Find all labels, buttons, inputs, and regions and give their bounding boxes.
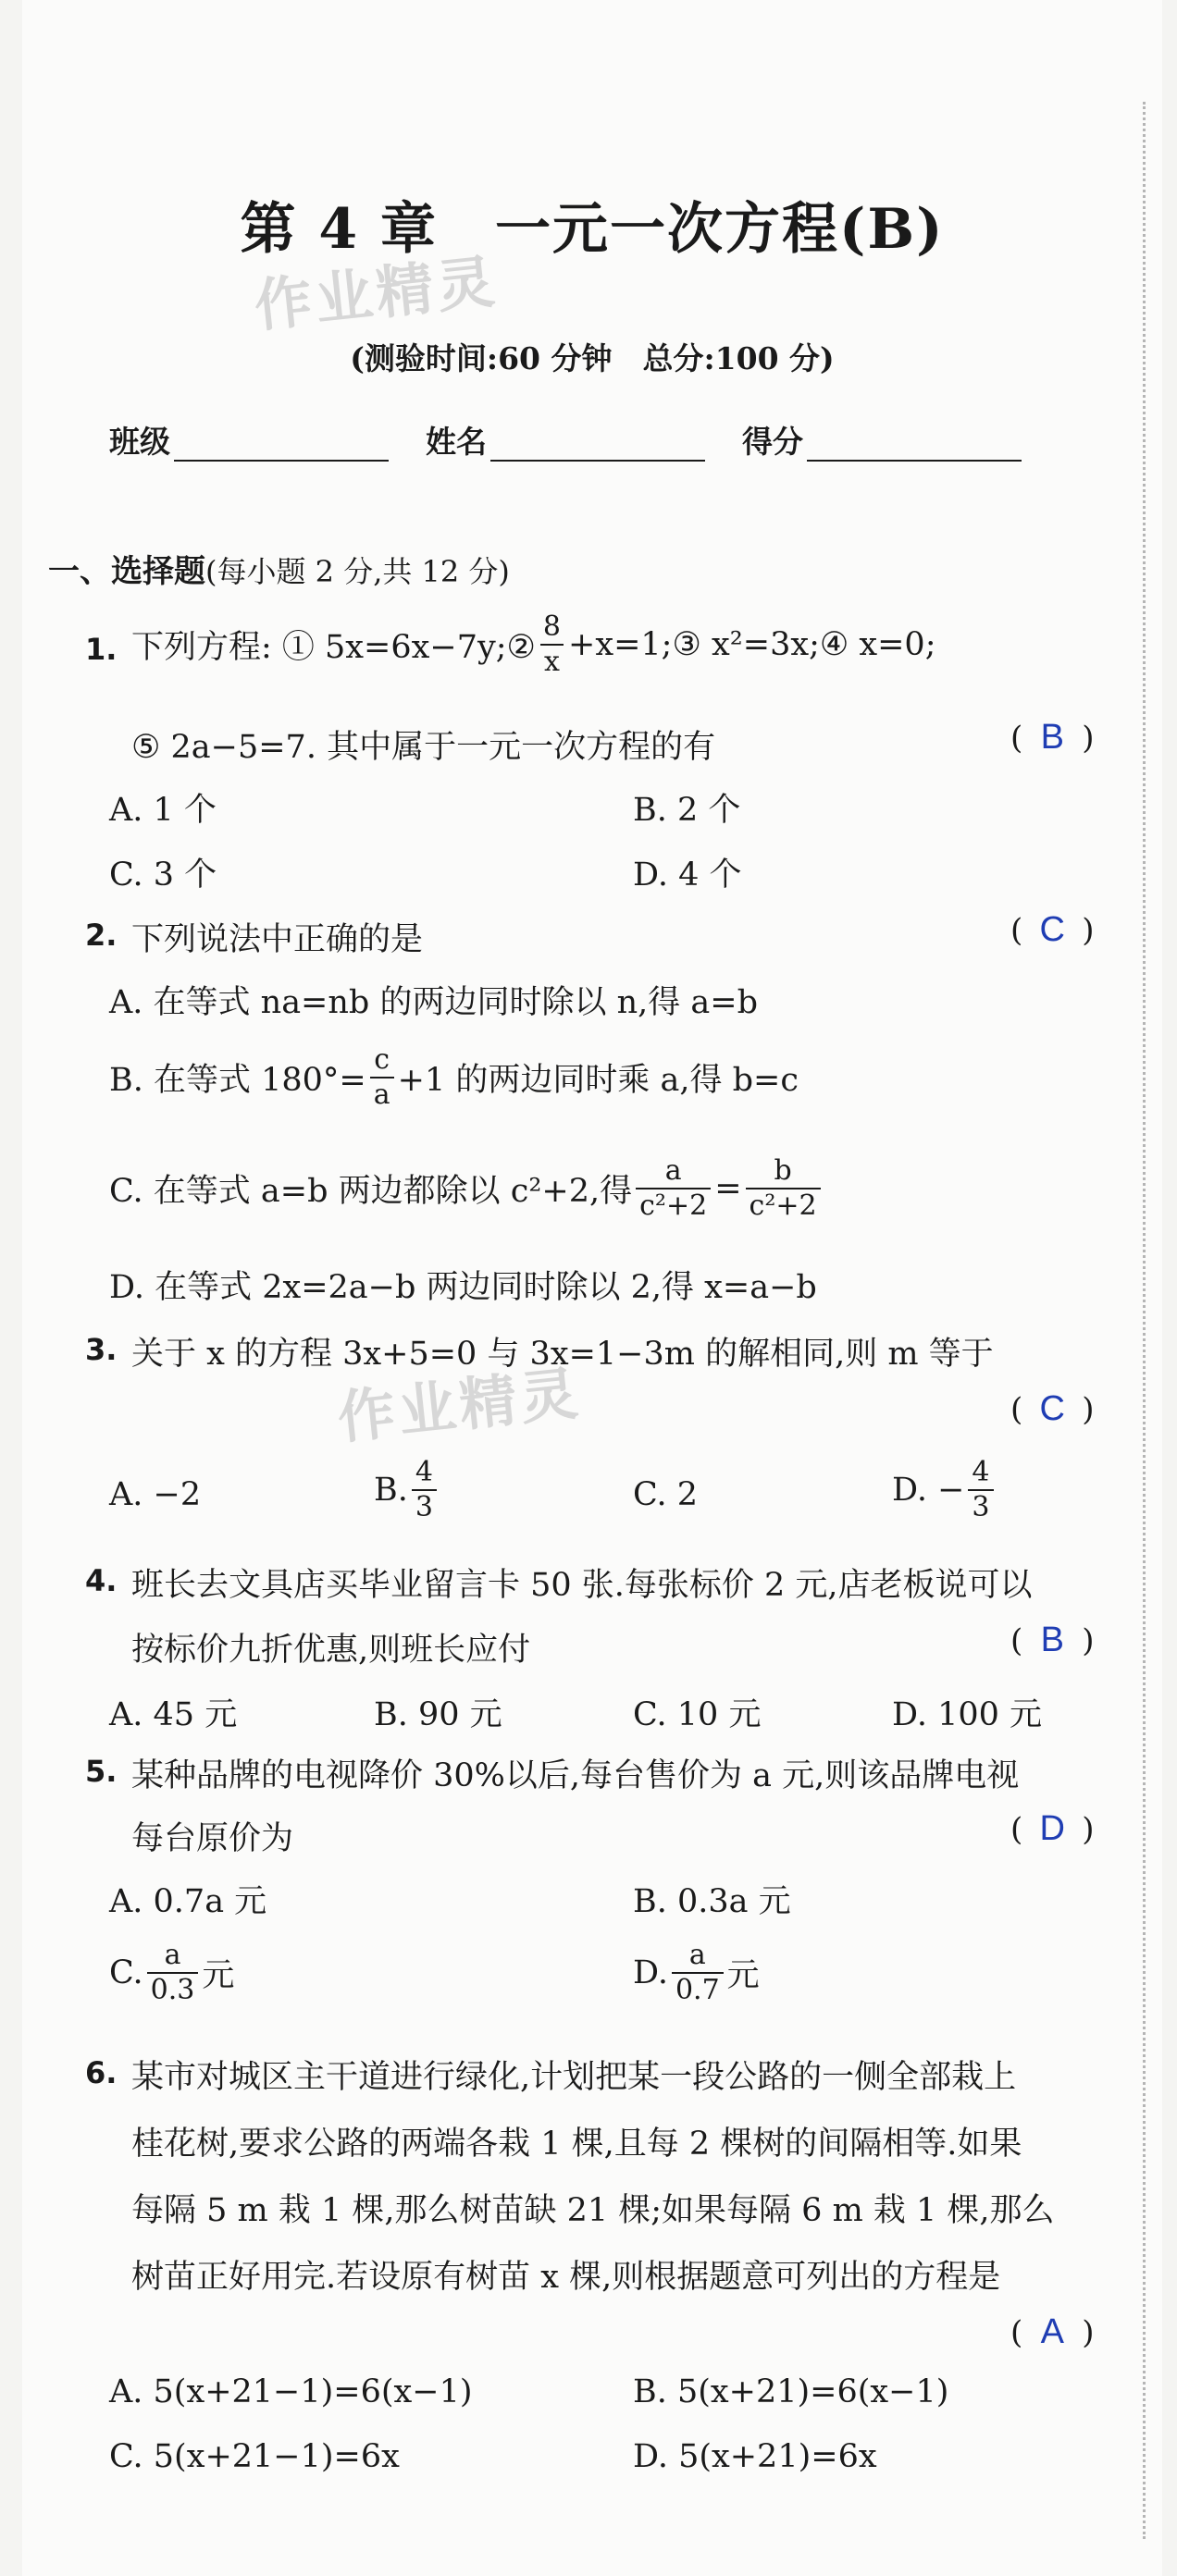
question-number: 1.: [85, 632, 118, 667]
question-stem-line: 桂花树,要求公路的两端各栽 1 棵,且每 2 棵树的间隔相等.如果: [131, 2126, 1022, 2163]
watermark-logo: 作业精灵: [251, 247, 502, 340]
worksheet-page: [22, 0, 1162, 2576]
question-number: 5.: [85, 1754, 118, 1789]
option-a[interactable]: A. 5(x+21−1)=6(x−1): [109, 2373, 473, 2410]
answer-value: D: [1039, 1809, 1065, 1848]
page-title: 第 4 章 一元一次方程(B): [240, 197, 945, 262]
option-c[interactable]: C. 在等式 a=b 两边都除以 c²+2,得 $\frac{a}{\text{c²+2}}$ = $\frac{b}{\text{c²+2}}$: [109, 1154, 824, 1223]
question-stem: 某种品牌的电视降价 30%以后,每台售价为 a 元,则该品牌电视: [131, 1757, 1020, 1794]
question-stem-line: 按标价九折优惠,则班长应付: [131, 1632, 531, 1669]
option-c[interactable]: C. 5(x+21−1)=6x: [109, 2438, 400, 2475]
option-d[interactable]: D. $\frac{a}{0.7}$ 元: [633, 1939, 760, 2006]
question-number: 2.: [85, 918, 118, 953]
option-b[interactable]: B. 0.3a 元: [633, 1883, 791, 1920]
option-d[interactable]: D. 100 元: [892, 1696, 1042, 1733]
question-stem: 关于 x 的方程 3x+5=0 与 3x=1−3m 的解相同,则 m 等于: [131, 1336, 994, 1373]
option-c[interactable]: C. 3 个: [109, 857, 217, 894]
score-field[interactable]: [742, 418, 1022, 462]
question-number: 6.: [85, 2055, 118, 2090]
option-c[interactable]: C. $\frac{a}{0.3}$ 元: [109, 1939, 235, 2006]
option-d[interactable]: D. 4 个: [633, 857, 742, 894]
class-field[interactable]: [109, 418, 389, 462]
answer-value: A: [1040, 2312, 1064, 2351]
binding-dotted-line: [1143, 102, 1146, 2539]
question-stem: 下列方程: ① 5x=6x−7y;② $\frac{8}{x}$ +x=1;③ x²=3x;④ x=0;: [131, 610, 936, 678]
option-b[interactable]: B. 2 个: [633, 792, 741, 829]
score-label: 得分: [742, 424, 803, 460]
watermark-logo: 作业精灵: [334, 1359, 585, 1452]
option-b[interactable]: B. $\frac{4}{3}$: [374, 1456, 440, 1524]
fraction: $\frac{a}{0.3}$: [147, 1939, 199, 2007]
option-b[interactable]: B. 5(x+21)=6(x−1): [633, 2373, 949, 2410]
name-label: 姓名: [426, 424, 487, 460]
name-field[interactable]: [426, 418, 705, 462]
answer-value: B: [1040, 718, 1064, 757]
name-blank[interactable]: [490, 428, 705, 462]
student-info-row: [109, 418, 1022, 462]
question-stem: 班长去文具店买毕业留言卡 50 张.每张标价 2 元,店老板说可以: [131, 1567, 1033, 1604]
option-b[interactable]: B. 在等式 180°= $\frac{c}{a}$ +1 的两边同时乘 a,得 b=c: [109, 1043, 799, 1111]
fraction: $\frac{4}{3}$: [412, 1456, 437, 1524]
question-stem: 某市对城区主干道进行绿化,计划把某一段公路的一侧全部栽上: [131, 2059, 1017, 2096]
option-c[interactable]: C. 10 元: [633, 1696, 762, 1733]
answer-bracket: ( D ): [1010, 1809, 1095, 1848]
question-stem-line: ⑤ 2a−5=7. 其中属于一元一次方程的有: [131, 729, 716, 766]
section-label: 一、选择题: [48, 553, 205, 590]
fraction: $\frac{a}{0.7}$: [672, 1939, 724, 2007]
answer-value: C: [1039, 1389, 1065, 1428]
option-b[interactable]: B. 90 元: [374, 1696, 502, 1733]
section-heading: [48, 546, 510, 591]
question-number: 4.: [85, 1563, 118, 1598]
answer-value: B: [1040, 1621, 1064, 1659]
option-d[interactable]: D. 5(x+21)=6x: [633, 2438, 877, 2475]
answer-bracket: ( A ): [1010, 2312, 1095, 2351]
fraction: $\frac{b}{\text{c²+2}}$: [746, 1154, 821, 1223]
option-a[interactable]: A. 0.7a 元: [109, 1883, 267, 1920]
question-stem-line: 每台原价为: [131, 1820, 294, 1857]
answer-bracket: ( B ): [1010, 1621, 1095, 1659]
fraction: $\frac{8}{x}$: [539, 610, 564, 679]
answer-value: C: [1039, 910, 1065, 949]
page-subtitle: (测验时间:60 分钟 总分:100 分): [350, 340, 835, 376]
answer-bracket: ( C ): [1010, 910, 1095, 949]
answer-bracket: ( C ): [1010, 1389, 1095, 1428]
option-a[interactable]: A. −2: [109, 1476, 202, 1513]
answer-bracket: ( B ): [1010, 718, 1095, 757]
fraction: $\frac{a}{\text{c²+2}}$: [636, 1154, 711, 1223]
class-label: 班级: [109, 424, 170, 460]
option-a[interactable]: A. 在等式 na=nb 的两边同时除以 n,得 a=b: [109, 984, 758, 1021]
option-d[interactable]: D. − $\frac{4}{3}$: [892, 1456, 997, 1524]
option-d[interactable]: D. 在等式 2x=2a−b 两边同时除以 2,得 x=a−b: [109, 1269, 817, 1306]
class-blank[interactable]: [174, 428, 389, 462]
option-a[interactable]: A. 1 个: [109, 792, 217, 829]
question-number: 3.: [85, 1332, 118, 1367]
fraction: $\frac{c}{a}$: [370, 1043, 394, 1112]
question-stem-line: 每隔 5 m 栽 1 棵,那么树苗缺 21 棵;如果每隔 6 m 栽 1 棵,那么: [131, 2192, 1055, 2229]
question-stem: 下列说法中正确的是: [131, 921, 424, 958]
option-c[interactable]: C. 2: [633, 1476, 699, 1513]
score-blank[interactable]: [807, 428, 1022, 462]
question-stem-line: 树苗正好用完.若设原有树苗 x 棵,则根据题意可列出的方程是: [131, 2259, 1001, 2296]
option-a[interactable]: A. 45 元: [109, 1696, 238, 1733]
section-note: (每小题 2 分,共 12 分): [205, 554, 510, 589]
fraction: $\frac{4}{3}$: [968, 1456, 993, 1524]
